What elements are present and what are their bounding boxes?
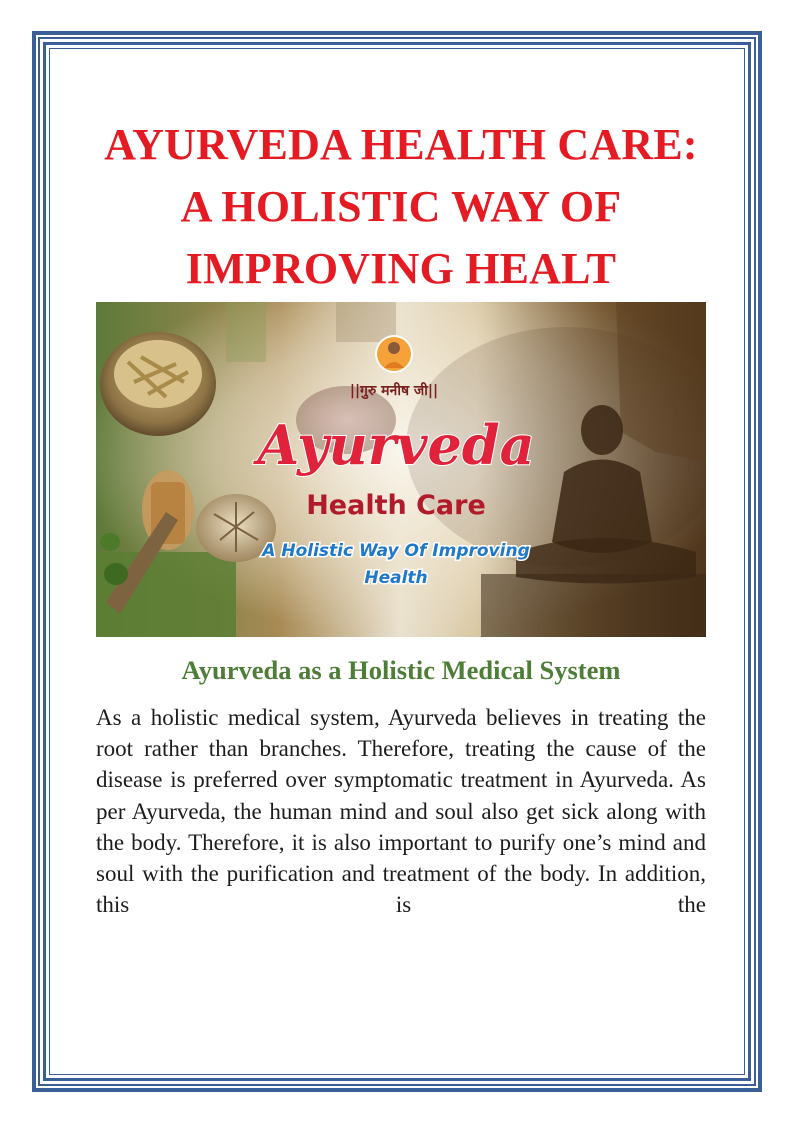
hero-title-text: Ayurveda — [257, 413, 535, 477]
hero-subtitle-text: Health Care — [306, 490, 486, 521]
hero-tagline-line2: Health — [364, 568, 428, 588]
hero-tagline-line1: A Holistic Way Of Improving — [262, 541, 530, 561]
page-title: AYURVEDA HEALTH CARE: A HOLISTIC WAY OF IMPROVING HEALT — [104, 120, 698, 293]
section-heading: Ayurveda as a Holistic Medical System — [181, 655, 621, 685]
body-paragraph: As a holistic medical system, Ayurveda believes in treating the root rather than branches. Therefore, treating the cause of the disease is preferred over symptomatic treatment in Ayurveda. As per Ayurveda, the human mind and soul also get sick along with the body. Therefore, it is also important to purify one’s mind and soul with the purification and treatment of the body. In addition, this is the — [96, 705, 706, 918]
hero-banner-image — [96, 302, 706, 637]
hero-brand-text: ||गुरु मनीष जी|| — [349, 383, 439, 399]
